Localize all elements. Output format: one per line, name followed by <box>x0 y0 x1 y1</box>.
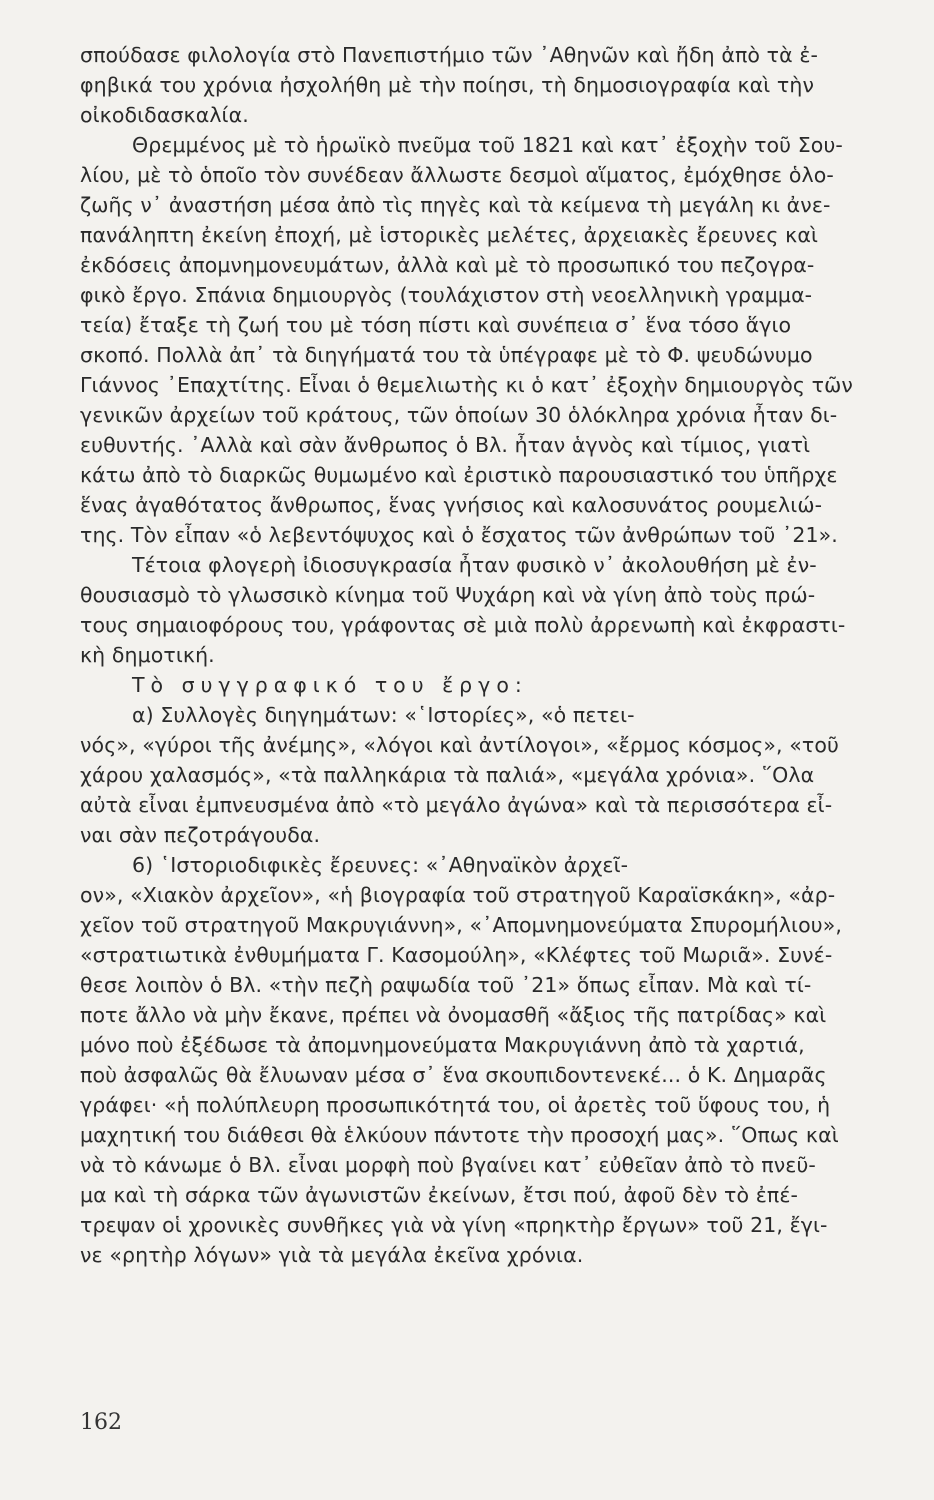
text-line: πανάληπτη ἐκείνη ἐποχή, μὲ ἱστορικὲς μελέτες, ἀρχειακὲς ἔρευνες καὶ <box>80 223 819 247</box>
text-line: κάτω ἀπὸ τὸ διαρκῶς θυμωμένο καὶ ἐριστικὸ παρουσιαστικό του ὑπῆρχε <box>80 463 838 487</box>
text-line: «στρατιωτικὰ ἐνθυμήματα Γ. Κασομούλη», «Κλέφτες τοῦ Μωριᾶ». Συνέ- <box>80 943 833 967</box>
text-line: τους σημαιοφόρους του, γράφοντας σὲ μιὰ πολὺ ἀρρενωπὴ καὶ ἐκφραστι- <box>80 613 846 637</box>
subsection-heading: 6) ῾Ιστοριοδιφικὲς ἔρευνες: «᾿Αθηναϊκὸν ἀρχεῖ- <box>132 853 629 877</box>
text-line: τεία) ἔταξε τὴ ζωή του μὲ τόση πίστι καὶ συνέπεια σ᾿ ἕνα τόσο ἅγιο <box>80 313 792 337</box>
text-line: φικὸ ἔργο. Σπάνια δημιουργὸς (τουλάχιστον στὴ νεοελληνικὴ γραμμα- <box>80 283 813 307</box>
text-line: της. Τὸν εἶπαν «ὁ λεβεντόψυχος καὶ ὁ ἔσχατος τῶν ἀνθρώπων τοῦ ᾿21». <box>80 523 838 547</box>
text-line: Θρεμμένος μὲ τὸ ἡρωϊκὸ πνεῦμα τοῦ 1821 καὶ κατ᾿ ἐξοχὴν τοῦ Σου- <box>132 133 843 157</box>
text-line: ον», «Χιακὸν ἀρχεῖον», «ἡ βιογραφία τοῦ στρατηγοῦ Καραϊσκάκη», «ἀρ- <box>80 883 836 907</box>
text-line: οἰκοδιδασκαλία. <box>80 103 249 127</box>
text-line: γενικῶν ἀρχείων τοῦ κράτους, τῶν ὁποίων 30 ὁλόκληρα χρόνια ἦταν δι- <box>80 403 838 427</box>
text-line: θεσε λοιπὸν ὁ Βλ. «τὴν πεζὴ ραψωδία τοῦ ᾿21» ὅπως εἶπαν. Μὰ καὶ τί- <box>80 973 812 997</box>
body-text <box>80 40 900 1270</box>
text-line: νός», «γύροι τῆς ἀνέμης», «λόγοι καὶ ἀντίλογοι», «ἔρμος κόσμος», «τοῦ <box>80 733 839 757</box>
text-line: Γιάννος ᾿Επαχτίτης. Εἶναι ὁ θεμελιωτὴς κι ὁ κατ᾿ ἐξοχὴν δημιουργὸς τῶν <box>80 373 853 397</box>
subsection-heading: α) Συλλογὲς διηγημάτων: «῾Ιστορίες», «ὁ πετει- <box>132 703 635 727</box>
text-line: μαχητική του διάθεσι θὰ ἑλκύουν πάντοτε τὴν προσοχή μας». ῞Οπως καὶ <box>80 1123 839 1147</box>
text-line: αὐτὰ εἶναι ἐμπνευσμένα ἀπὸ «τὸ μεγάλο ἀγώνα» καὶ τὰ περισσότερα εἶ- <box>80 793 833 817</box>
page-number: 162 <box>80 1410 122 1435</box>
text-line: ἕνας ἀγαθότατος ἄνθρωπος, ἕνας γνήσιος καὶ καλοσυνάτος ρουμελιώ- <box>80 493 823 517</box>
text-line: μόνο ποὺ ἐξέδωσε τὰ ἀπομνημονεύματα Μακρυγιάννη ἀπὸ τὰ χαρτιά, <box>80 1033 805 1057</box>
text-line: ἐκδόσεις ἀπομνημονευμάτων, ἀλλὰ καὶ μὲ τὸ προσωπικό του πεζογρα- <box>80 253 815 277</box>
text-line: σπούδασε φιλολογία στὸ Πανεπιστήμιο τῶν ᾿Αθηνῶν καὶ ἤδη ἀπὸ τὰ ἐ- <box>80 43 819 67</box>
text-line: ζωῆς ν᾿ ἀναστήση μέσα ἀπὸ τὶς πηγὲς καὶ τὰ κείμενα τὴ μεγάλη κι ἀνε- <box>80 193 831 217</box>
text-line: νὰ τὸ κάνωμε ὁ Βλ. εἶναι μορφὴ ποὺ βγαίνει κατ᾿ εὐθεῖαν ἀπὸ τὸ πνεῦ- <box>80 1153 816 1177</box>
text-line: τρεψαν οἱ χρονικὲς συνθῆκες γιὰ νὰ γίνη «πρηκτὴρ ἔργων» τοῦ 21, ἔγι- <box>80 1213 828 1237</box>
text-line: Τέτοια φλογερὴ ἰδιοσυγκρασία ἦταν φυσικὸ ν᾿ ἀκολουθήση μὲ ἐν- <box>132 553 817 577</box>
section-heading: Τὸ συγγραφικό του ἔργο: <box>132 673 528 697</box>
text-line: μα καὶ τὴ σάρκα τῶν ἀγωνιστῶν ἐκείνων, ἔτσι πού, ἀφοῦ δὲν τὸ ἐπέ- <box>80 1183 799 1207</box>
text-line: ναι σὰν πεζοτράγουδα. <box>80 823 321 847</box>
text-line: χεῖον τοῦ στρατηγοῦ Μακρυγιάννη», «᾿Απομνημονεύματα Σπυρομήλιου», <box>80 913 842 937</box>
text-line: κὴ δημοτική. <box>80 643 215 667</box>
text-line: γράφει· «ἡ πολύπλευρη προσωπικότητά του, οἱ ἀρετὲς τοῦ ὕφους του, ἡ <box>80 1093 831 1117</box>
text-line: ποτε ἄλλο νὰ μὴν ἔκανε, πρέπει νὰ ὀνομασθῆ «ἄξιος τῆς πατρίδας» καὶ <box>80 1003 827 1027</box>
text-line: νε «ρητὴρ λόγων» γιὰ τὰ μεγάλα ἐκεῖνα χρόνια. <box>80 1243 584 1267</box>
text-line: ευθυντής. ᾿Αλλὰ καὶ σὰν ἄνθρωπος ὁ Βλ. ἦταν ἁγνὸς καὶ τίμιος, γιατὶ <box>80 433 811 457</box>
text-line: χάρου χαλασμός», «τὰ παλληκάρια τὰ παλιά», «μεγάλα χρόνια». ῞Ολα <box>80 763 815 787</box>
text-line: σκοπό. Πολλὰ ἀπ᾿ τὰ διηγήματά του τὰ ὑπέγραφε μὲ τὸ Φ. ψευδώνυμο <box>80 343 813 367</box>
text-line: ποὺ ἀσφαλῶς θὰ ἔλυωναν μέσα σ᾿ ἕνα σκουπιδοντενεκέ... ὁ Κ. Δημαρᾶς <box>80 1063 827 1087</box>
text-line: θουσιασμὸ τὸ γλωσσικὸ κίνημα τοῦ Ψυχάρη καὶ νὰ γίνη ἀπὸ τοὺς πρώ- <box>80 583 816 607</box>
text-line: φηβικά του χρόνια ἠσχολήθη μὲ τὴν ποίησι, τὴ δημοσιογραφία καὶ τὴν <box>80 73 815 97</box>
text-line: λίου, μὲ τὸ ὁποῖο τὸν συνέδεαν ἄλλωστε δεσμοὶ αἵματος, ἐμόχθησε ὁλο- <box>80 163 834 187</box>
